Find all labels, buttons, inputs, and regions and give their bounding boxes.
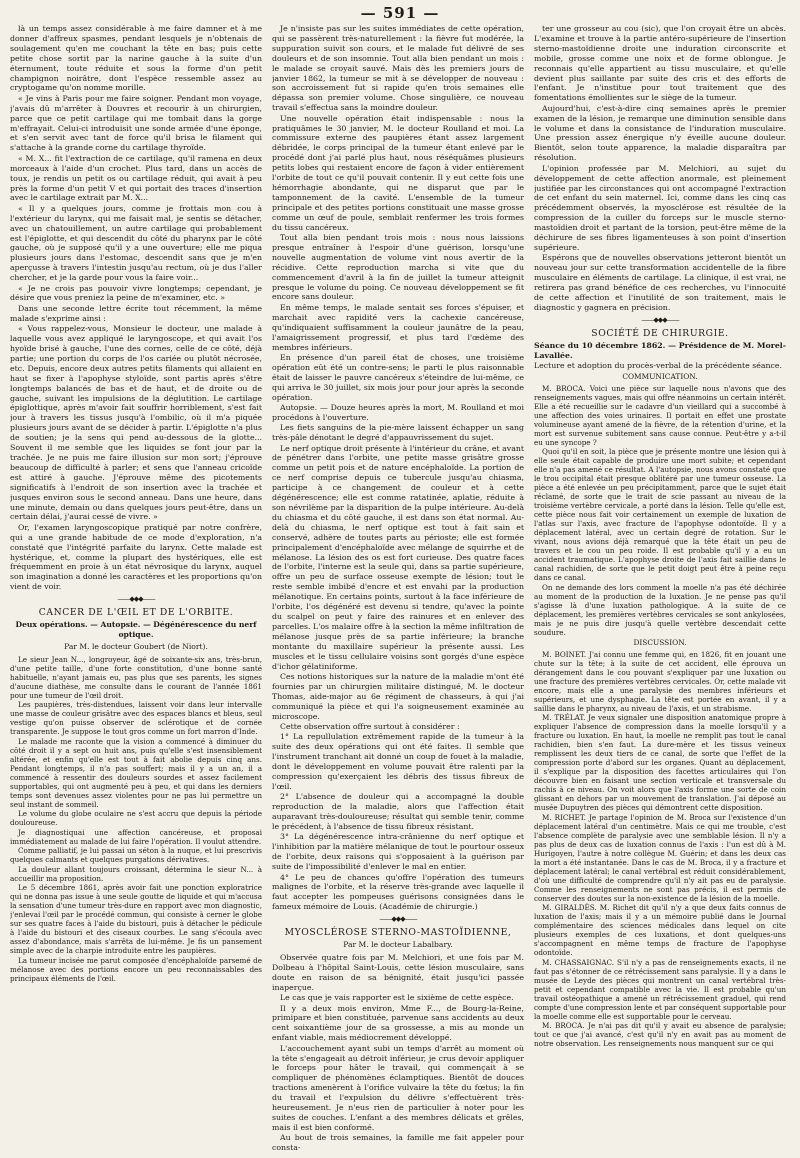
- paragraph: Le volume du globe oculaire ne s'est accru que depuis la période douloureuse.: [10, 809, 262, 828]
- paragraph: Observée quatre fois par M. Melchiori, et une fois par M. Dolbeau à l'hôpital Saint-Louis, cette lésion musculaire, sans doute en raison de sa bénignité, était jusqu'ici passée inaperçue.: [272, 952, 524, 992]
- article-subtitle-cancer: Deux opérations. — Autopsie. — Dégénérescence du nerf optique.: [15, 620, 257, 639]
- paragraph: Au bout de trois semaines, la famille me fait appeler pour consta-: [272, 1133, 524, 1153]
- article-author-myosclerose: Par M. le docteur Labalbary.: [343, 940, 453, 950]
- paragraph: Ces notions historiques sur la nature de la maladie m'ont été fournies par un chirurgien militaire distingué, M. le docteur Thomas, aide-major au 6e régiment de chasseurs, à qui j'ai communiqué la pièce et qui l'a soigneusement examinée au microscope.: [272, 671, 524, 721]
- paragraph: Les paupières, très-distendues, laissent voir dans leur intervalle une masse de couleur grisâtre avec des espaces blancs et bleus, seul vestige qu'on puisse observer de sclérotique et de cornée transparente. Je suppose le tout gros comme un fort marron d'Inde.: [10, 700, 262, 737]
- paragraph: 3° La dégénérescence intra-crânienne du nerf optique et l'inhibition par la matière mélanique de tout le pourtour osseux de l'orbite, deux raisons qui s'opposaient à la guérison par suite de l'impossibilité d'enlever le mal en entier.: [272, 832, 524, 872]
- paragraph: Le nerf optique droit présente à l'intérieur du crâne, et avant de pénétrer dans l'orbite, une petite masse grisâtre grosse comme un petit pois et de nature encéphaloïde. La portion de ce nerf comprise depuis ce tubercule jusqu'au chiasma, participe à ce changement de couleur et à cette dégénérescence; elle est comme ratatinée, aplatie, réduite à son névrilème par la disparition de la pulpe intérieure. Au-delà du chiasma et du côté gauche, il est dans son état normal. Au-delà du chiasma, le nerf optique est tout à fait sain et conservé, adhère de toutes parts au périoste; elle est formée principalement d'encéphaloïde avec mélange de squirrhe et de mélanose. La lésion des os est fort curieuse. Des quatre faces de l'orbite, l'interne est la seule qui, dans sa partie supérieure, offre un peu de surface osseuse exempte de lésion; tout le reste semble imbibé d'encre et est envahi par la production mélanotique. En certains points, surtout à la face inférieure de l'orbite, l'os dégénéré est devenu si tendre, qu'avec la pointe du scalpel on peut y faire des rainures et en enlever des parcelles. L'os malaire offre à la section la même infiltration de mélanose jusque près de sa partie inférieure; la branche montante du maxillaire supérieur la présente aussi. Les muscles et le tissu cellulaire voisins sont gorgés d'une espèce d'ichor gélatiniforme.: [272, 443, 524, 671]
- society-title: SOCIÉTÉ DE CHIRURGIE.: [591, 327, 729, 339]
- column-right: [534, 24, 786, 1156]
- article-title-myosclerose: MYOSCLÉROSE STERNO-MASTOÏDIENNE,: [284, 927, 512, 939]
- paragraph: Je diagnostiquai une affection cancéreuse, et proposai immédiatement au malade de lui faire l'opération. Il voulut attendre.: [10, 827, 262, 846]
- paragraph: L'opinion professée par M. Melchiori, au sujet du développement de cette affection anormale, est pleinement justifiée par les circonstances qui ont accompagné l'extraction de cet enfant du sein maternel. Ici, comme dans les cinq cas précédemment observés, la myosclérose est résultée de la compression de la cuiller du forceps sur le muscle sterno-mastoïdien droit et partant de la torsion, peut-être même de la déchirure de ses fibres ligamenteuses à son point d'insertion supérieure.: [534, 163, 786, 252]
- paragraph: Les fiets sanguins de la pie-mère laissent échapper un sang très-pâle dénotant le degré d'appauvrissement du sujet.: [272, 423, 524, 443]
- paragraph: Comme palliatif, je lui passai un séton à la nuque, et lui prescrivis quelques calmants et quelques purgations dérivatives.: [10, 846, 262, 865]
- society-minutes: Lecture et adoption du procès-verbal de la précédente séance.: [534, 361, 782, 370]
- paragraph: ter une grosseur au cou (sic), que l'on croyait être un abcès. L'examine et trouve à la partie antéro-supérieure de l'insertion sterno-mastoïdienne droite une induration circonscrite et mobile, grosse comme une noix et de forme oblongue. Je reconnais qu'elle appartient au tissu musculaire, et qu'elle devient plus saillante par suite des cris et des efforts de l'enfant. Je n'institue pour tout traitement que des fomentations émollientes sur le siège de la tumeur.: [534, 24, 786, 103]
- society-session: Séance du 10 décembre 1862. — Présidence de M. Morel-Lavallée.: [534, 340, 786, 360]
- paragraph: La tumeur incisée me parut composée d'encéphaloïde parsemé de mélanose avec des portions encore un peu reconnaissables des principaux éléments de l'œil.: [10, 955, 262, 983]
- communication-body: [534, 384, 786, 637]
- paragraph: 1° La repullulation extrêmement rapide de la tumeur à la suite des deux opérations qui ont été faites. Il semble que l'instrument tranchant ait donné un coup de fouet à la maladie, dont le développement en volume pouvait être ralenti par la compression qu'exerçaient les débris des tissus fibreux de l'œil.: [272, 732, 524, 791]
- paragraph: Dans une seconde lettre écrite tout récemment, la même malade s'exprime ainsi :: [10, 303, 262, 323]
- paragraph: « Je ne crois pas pouvoir vivre longtemps; cependant, je désire que vous preniez la peine de m'examiner, etc. »: [10, 283, 262, 303]
- paragraph: Il y a deux mois environ, Mme F..., de Bourg-la-Reine, primipare et bien constituée, parvenue sans accidents au deux cent soixantième jour de sa grossesse, a mis au monde un enfant viable, mais médiocrement développé.: [272, 1003, 524, 1043]
- paragraph: L'accouchement ayant subi un temps d'arrêt au moment où la tête s'engageait au détroit inférieur, je crus devoir appliquer le forceps pour hâter le travail, qui commençait à se compliquer de phénomènes éclamptiques. Bientôt de douces tractions amenèrent à l'orifice vulvaire la tête du fœtus; la fin du travail et l'expulsion du délivre s'effectuèrent très-heureusement. Je n'eus rien de particulier à noter pour les suites de couches. L'enfant a des membres délicats et grêles, mais il est bien conformé.: [272, 1043, 524, 1132]
- paragraph: La douleur allant toujours croissant, détermina le sieur N... à accueillir ma proposition.: [10, 864, 262, 883]
- paragraph: Or, l'examen laryngoscopique pratiqué par notre confrère, qui a une grande habitude de ce mode d'exploration, n'a constaté que l'intégrité parfaite du larynx. Cette malade est hystérique, et, comme la plupart des hystériques, elle est fréquemment en proie à un état névrosique du larynx, auquel son imagination a donné les caractères et les proportions qu'on vient de voir.: [10, 522, 262, 592]
- myosclerose-article-body: [272, 953, 524, 1153]
- paragraph: Tout alla bien pendant trois mois : nous nous laissions presque entraîner à l'espoir d'une guérison, lorsqu'une nouvelle augmentation de volume vint nous avertir de la récidive. Cette reproduction marcha si vite que du commencement d'avril à la fin de juillet la tumeur atteignit presque le volume du poing. Ce nouveau développement se fit encore sans douleur.: [272, 233, 524, 302]
- paragraph: En même temps, le malade sentait ses forces s'épuiser, et marchait avec rapidité vers la cachexie cancéreuse, qu'indiquaient suffisamment la couleur jaunâtre de la peau, l'amaigrissement progressif, et plus tard l'œdème des membres inférieurs.: [272, 302, 524, 352]
- paragraph: Le sieur Jean N..., longroyeur, âgé de soixante-six ans, très-brun, d'une petite taille, d'une forte constitution, d'une bonne santé habituelle, n'ayant jamais eu, pas plus que ses parents, les signes d'aucune diathèse, me consulte dans le courant de l'année 1861 pour une tumeur de l'œil droit.: [10, 654, 262, 700]
- section-divider: ——◆◆◆——: [379, 915, 417, 924]
- paragraph: Aujourd'hui, c'est-à-dire cinq semaines après le premier examen de la lésion, je remarque une diminution sensible dans le volume et dans la consistance de l'induration musculaire. Une pression assez énergique n'y éveille aucune douleur. Bientôt, selon toute apparence, la maladie disparaîtra par résolution.: [534, 103, 786, 163]
- paragraph: « Je vins à Paris pour me faire soigner. Pendant mon voyage, j'avais dû m'arrêter à Douvres et recourir à un chirurgien, parce que ce petit cartilage qui me tombait dans la gorge m'effrayait. Celui-ci introduisit une sonde armée d'une éponge, et s'en servit avec tant de force qu'il brisa le filament qui s'attache à la grande corne du cartilage thyroïde.: [10, 93, 262, 153]
- paragraph: M. RICHET. Je partage l'opinion de M. Broca sur l'existence d'un déplacement latéral d'un centimètre. Mais ce qui me trouble, c'est l'absence complète de paralysie avec une semblable lésion. Il n'y a pas plus de deux cas de luxation connus de l'axis : l'un est dû à M. Hurigoyen, l'autre à notre collègue M. Guérin; et dans les deux cas la mort a été instantanée. Dans le cas de M. Broca, il y a fracture et déplacement latéral; le canal vertébral est réduit considérablement, d'où une difficulté de comprendre qu'il n'y ait pas eu de paralysie. Comme les renseignements ne sont pas précis, il est permis de conserver des doutes sur la non-existence de la lésion de la moelle.: [534, 812, 786, 903]
- column-left: [10, 24, 262, 1156]
- paragraph: là un temps assez considérable à me faire damner et à me donner d'affreux spasmes, pendant lesquels je n'obtenais de soulagement qu'en me couchant la tête en bas; puis cette petite chose sortit par la narine gauche à la suite d'un éternument, toute réduite et sous la forme d'un petit champignon noirâtre, dont l'espèce ressemble assez au cryptogame qu'on nomme morille.: [10, 24, 262, 93]
- section-divider: ——◆◆◆——: [641, 315, 679, 324]
- col3-body: [534, 24, 786, 313]
- paragraph: « Il y a quelques jours, comme je frottais mon cou à l'extérieur du larynx, qui me faisait mal, je sentis se détacher, avec un chatouillement, un autre cartilage qui probablement est l'épiglotte, et qui descendit du côté du pharynx par le côté gauche, où je supposé qu'il y a une ouverture; elle me piqua plusieurs jours dans l'estomac, descendit sans que je m'en aperçusse à travers l'intestin jusqu'au rectum, où je dus l'aller chercher, et je la garde pour vous la faire voir...: [10, 203, 262, 283]
- paragraph: Cette observation offre surtout à considérer :: [280, 721, 460, 731]
- discussion-heading: DISCUSSION.: [633, 637, 687, 647]
- paragraph: Espérons que de nouvelles observations jetteront bientôt un nouveau jour sur cette transformation accidentelle de la fibre musculaire en éléments de cartilage. La clinique, il est vrai, ne retirera pas grand bénéfice de ces recherches, vu l'innocuité de cette affection et l'inutilité de son traitement, mais le diagnostic y gagnera en précision.: [534, 253, 786, 312]
- paragraph: On ne demande des lors comment la moelle n'a pas été déchirée au moment de la production de la luxation. Je ne pense pas qu'il s'agisse là d'une luxation pathologique. A la suite de ce déplacement, les premières vertèbres cervicales se sont ankylosées, mais je ne puis dire jusqu'à quelle vertèbre descendait cette soudure.: [534, 582, 786, 637]
- article-title-cancer: CANCER DE L'ŒIL ET DE L'ORBITE.: [38, 607, 234, 619]
- paragraph: M. GIRALDÈS. M. Richet dit qu'il n'y a que deux faits connus de luxation de l'axis; mais il y a un mémoire publié dans le Journal complémentaire des sciences médicales dans lequel on cite plusieurs exemples de ces luxations, et dont quelques-uns s'accompagnent en même temps de fracture de l'apophyse odontoïde.: [534, 903, 786, 958]
- paragraph: 2° L'absence de douleur qui a accompagné la double reproduction de la maladie, alors que l'affection était auparavant très-douloureuse; résultat qui semble tenir, comme le précédent, à l'absence de tissu fibreux résistant.: [272, 792, 524, 831]
- cancer-article-body: [10, 655, 262, 983]
- paragraph: En présence d'un pareil état de choses, une troisième opération eût été un contre-sens; le parti le plus raisonnable était de laisser le pauvre cancéreux s'éteindre de lui-même, ce qui arriva le 30 juillet, six mois jour pour jour après la seconde opération.: [272, 352, 524, 402]
- paragraph: Une nouvelle opération était indispensable : nous la pratiquâmes le 30 janvier, M. le docteur Roulland et moi. La commissure externe des paupières étant assez largement débridée, le corps principal de la tumeur étant enlevé par le procédé dont j'ai parlé plus haut, nous réséquâmes plusieurs petits lobes qui restaient encore de façon à vider entièrement l'orbite de tout ce qu'il pouvait contenir. Il y eut cette fois une hémorrhagie abondante, qui ne disparut que par le tamponnement de la cavité. L'ensemble de la tumeur principale et des petites portions constituait une masse grosse comme un œuf de poule, semblait renfermer les trois formes du tissu cancéreux.: [272, 113, 524, 232]
- section-divider: ——◆◆◆——: [117, 595, 155, 604]
- discussion-body: [534, 650, 786, 1049]
- paragraph: « Vous rappelez-vous, Monsieur le docteur, une malade à laquelle vous avez appliqué le laryngoscope, et qui avait l'os hyoïde brisé à gauche, l'une des cornes, celle de ce côté, déjà partie; une portion du corps de l'os cariée ou plutôt nécrosée, etc. Depuis, encore deux autres petits filaments qui allaient en haut se fixer à l'apophyse styloïde, sont partis après s'être longtemps balancés de bas et de haut, et de droite ou de gauche, suivant les impulsions de la déglutition. Le cartilage épiglottique, après m'avoir fait souffrir horriblement, s'est fait jour à travers les tissus jusqu'à l'ombilic, où il m'a piquée plusieurs jours avant de se décider à partir. L'épiglotte n'a plus de soutien; je la sens qui pend au-dessous de la glotte... Souvent il me semble que les liquides se font jour par la trachée. Je ne puis me faire illusion sur mon sort; j'éprouve beaucoup de difficulté à parler; et sens que l'anneau cricoïde est attiré à gauche. J'éprouve même des picotements significatifs à l'endroit de son insertion avec la trachée et jusques environ sous le second anneau. Dans une heure, dans une minute, demain ou dans quelques jours peut-être, dans un certain délai, j'aurai cessé de vivre. »: [10, 324, 262, 522]
- paragraph: Le 5 décembre 1861, après avoir fait une ponction exploratrice qui ne donna pas issue à une seule goutte de liquide et qui m'accusa la sensation d'une tumeur très-dure en rapport avec mon diagnostic, j'enlevai l'œil par le procédé commun, qui consiste à cerner le globe sur ses quatre faces à l'aide du bistouri, puis à détacher le pédicule à l'aide du bistouri et des ciseaux courbes. Le sang s'écoula avec assez d'abondance, mais s'arrêta de lui-même. Je fis un pansement simple avec de la charpie introduite entre les paupières.: [10, 883, 262, 956]
- paragraph: M. CHASSAIGNAC. S'il n'y a pas de renseignements exacts, il ne faut pas s'étonner de ce rétrécissement sans paralysie. Il y a dans le musée de Leyde des pièces qui montrent un canal vertébral très-petit et cependant compatible avec la vie. Il est probable qu'un travail ostéopathique a amené un rétrécissement graduel, qui rend compte d'une compression lente et par conséquent supportable pour la moelle comme elle est supportable pour le cerveau.: [534, 957, 786, 1021]
- paragraph: Autopsie. — Douze heures après la mort, M. Roulland et moi procédons à l'ouverture.: [272, 402, 524, 422]
- article-author-cancer: Par M. le docteur Goubert (de Niort).: [64, 641, 208, 651]
- paragraph: M. TRÉLAT. Je veux signaler une disposition anatomique propre à expliquer l'absence de compression dans la moelle lorsqu'il y a fracture ou luxation. En haut, la moelle ne remplit pas tout le canal rachidien, bien s'en faut. La dure-mère et les tissus veineux remplissent les deux tiers de ce canal, de sorte que l'effet de la compression porte d'abord sur les organes. Quant au déplacement, il s'explique par la disposition des facettes articulaires qui l'on découvre bien en faisant une section verticale et transversale du rachis à ce niveau. On voit alors que l'axis forme une sorte de coin glissant en dehors par un mouvement de translation. J'ai déposé au musée Dupuytren des pièces qui démontrent cette disposition.: [534, 713, 786, 813]
- communication-heading: COMMUNICATION.: [622, 371, 698, 381]
- page-number: — 591 —: [360, 4, 440, 22]
- paragraph: Le cas que je vais rapporter est le sixième de cette espèce.: [280, 993, 514, 1003]
- paragraph: « M. X... fit l'extraction de ce cartilage, qu'il ramena en deux morceaux à l'aide d'un crochet. Plus tard, dans un accès de toux, je rendis un petit os ou cartilage réduit, qui avait à peu près la forme d'un petit V et qui portait des traces d'insertion avec le cartilage extrait par M. X...: [10, 153, 262, 203]
- paragraph: M. BROCA. Voici une pièce sur laquelle nous n'avons que des renseignements vagues, mais qui offre néanmoins un certain intérêt. Elle a été recueillie sur le cadavre d'un vieillard qui a succombé à une affection des voies urinaires. Il portait en effet une prostate volumineuse ayant amené de la fièvre, de la rétention d'urine, et la mort est survenue subitement sans cause connue. Peut-être y a-t-il eu une syncope ?: [534, 383, 786, 447]
- col2-body: [272, 24, 524, 912]
- paragraph: Je n'insiste pas sur les suites immédiates de cette opération, qui se passèrent très-naturellement : la fièvre fut modérée, la suppuration suivit son cours, et le malade fut délivré de ses douleurs et de son insomnie. Tout alla bien pendant un mois : le malade se croyait sauvé. Mais dès les premiers jours de janvier 1862, la tumeur se mit à se développer de nouveau : son accroissement fut si rapide qu'en trois semaines elle dépassa son premier volume. Chose singulière, ce nouveau travail s'effectua sans la moindre douleur.: [272, 24, 524, 113]
- paragraph: 4° Le peu de chances qu'offre l'opération des tumeurs malignes de l'orbite, et la réserve très-grande avec laquelle il faut accepter les pompeuses guérisons consignées dans le fameux mémoire de Louis. (Académie de chirurgie.): [272, 872, 524, 912]
- paragraph: Le malade me raconte que la vision a commencé à diminuer du côté droit il y a sept ou huit ans, puis qu'elle s'est insensiblement altérée, et enfin qu'elle est tout à fait abolie depuis cinq ans. Pendant longtemps, il n'a pas souffert; mais il y a un an, il a commencé à ressentir des douleurs sourdes et assez facilement supportables, qui ont augmenté peu à peu, et qui dans les derniers temps sont devenues assez violentes pour ne pas lui permettre un seul instant de sommeil.: [10, 736, 262, 809]
- paragraph: Quoi qu'il en soit, la pièce que je présente montre une lésion qui à elle seule était capable de produire une mort subite; et cependant elle n'a pas amené ce résultat. A l'autopsie, nous avons constaté que le trou occipital était presque oblitéré par une tumeur osseuse. La pièce a été enlevée un peu précipitamment, parce que le sujet était réclamé, de sorte que le trait de scie passant au niveau de la troisième vertèbre cervicale, a porté dans la lésion. Telle qu'elle est, cette pièce nous fait voir certainement un exemple de luxation de l'atlas sur l'axis, avec fracture de l'apophyse odontoïde. Il y a déplacement latéral, avec un certain degré de rotation. Sur le vivant, nous avions déjà remarqué que la tête était un peu de travers et le cou un peu roide. Il est probable qu'il y a eu un accident traumatique. L'apophyse droite de l'axis fait saillie dans le canal rachidien, de sorte que le petit doigt peut être à peine reçu dans ce canal.: [534, 447, 786, 583]
- paragraph: M. BOINET. J'ai connu une femme qui, en 1826, fit en jouant une chute sur la tête; à la suite de cet accident, elle éprouva un dérangement dans le cou pouvant s'expliquer par une luxation ou une fracture des premières vertèbres cervicales. Or, cette malade vit encore, mais elle a une paralysie des membres inférieurs et supérieurs, et une dysphagie. La tête est portée en avant, il y a saillie dans le pharynx, au niveau de l'axis, et un strabisme.: [534, 649, 786, 713]
- col1-body: [10, 24, 262, 592]
- paragraph: M. BROCA. Je n'ai pas dit qu'il y avait eu absence de paralysie; tout ce que j'ai avancé, c'est qu'il n'y en avait pas au moment de notre observation. Les renseignements nous manquent sur ce qui: [534, 1021, 786, 1049]
- column-middle: [272, 24, 524, 1156]
